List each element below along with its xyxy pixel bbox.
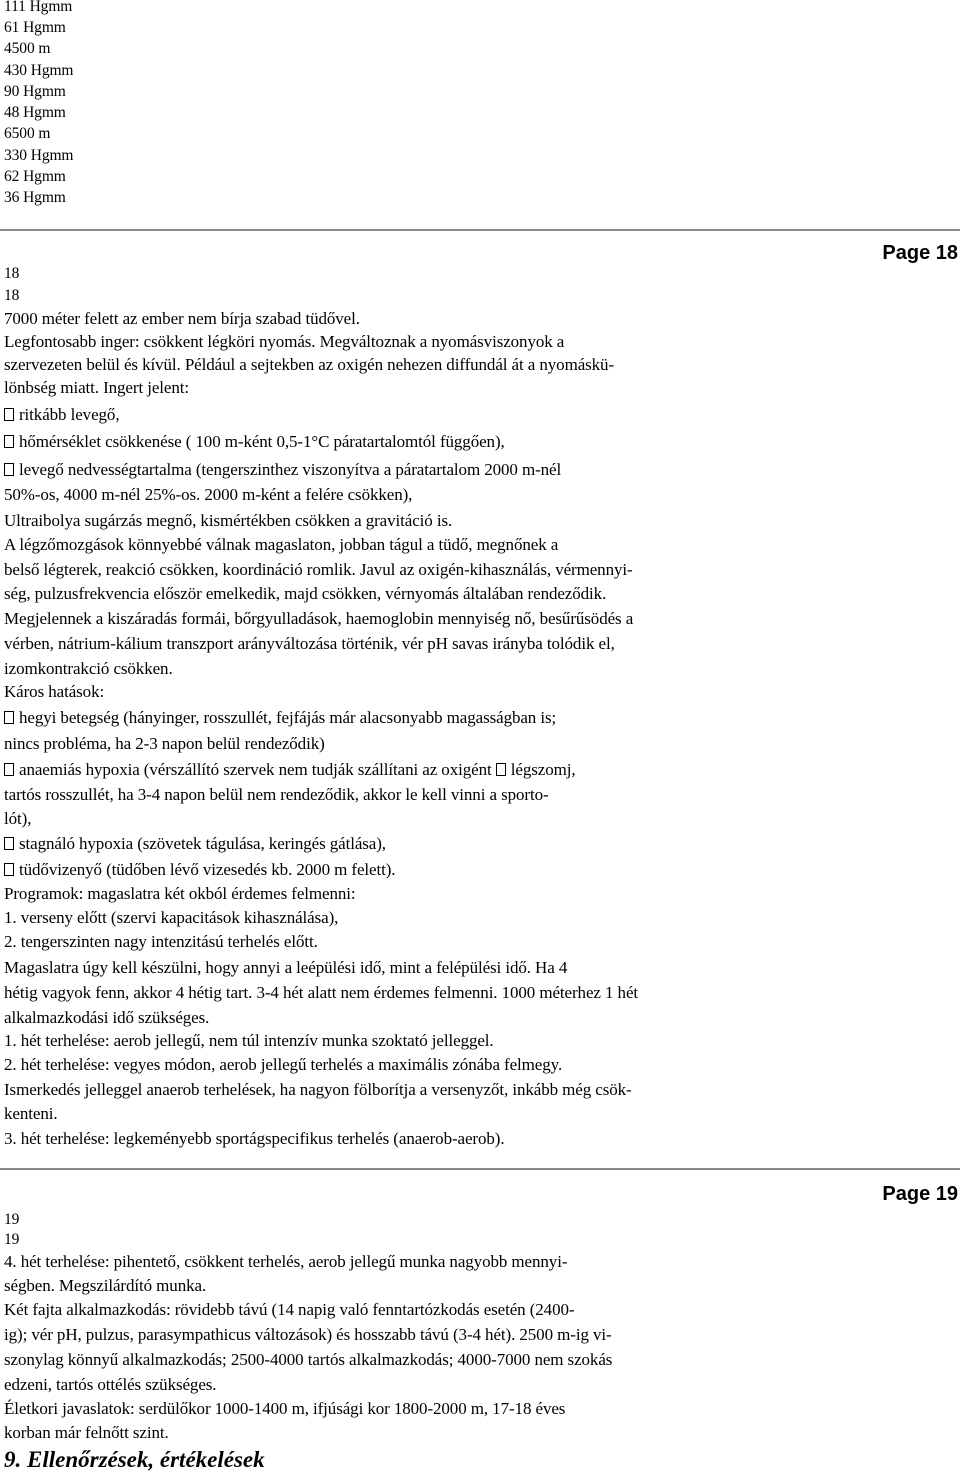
text-line: Két fajta alkalmazkodás: rövidebb távú (14 napig való fenntartózkodás esetén (2400-	[4, 1300, 575, 1319]
bullet-box-icon	[4, 435, 14, 448]
text-line: A légzőmozgások könnyebbé válnak magaslaton, jobban tágul a tüdő, megnőnek a	[4, 535, 559, 554]
list-item	[4, 760, 576, 780]
altitude-item: 36 Hgmm	[4, 189, 66, 206]
bullet-box-icon	[4, 763, 14, 776]
text-line: Életkori javaslatok: serdülőkor 1000-1400 m, ifjúsági kor 1800-2000 m, 17-18 éves	[4, 1399, 566, 1418]
text-line: ség, pulzusfrekvencia először emelkedik, majd csökken, vérnyomás általában rendeződik.	[4, 584, 607, 603]
section-heading: 9. Ellenőrzések, értékelések	[4, 1447, 265, 1472]
page-number: 18	[4, 265, 20, 282]
list-item-text: tüdővizenyő (tüdőben lévő vizesedés kb. 2000 m felett).	[19, 860, 396, 879]
altitude-item: 430 Hgmm	[4, 62, 74, 79]
bullet-box-icon	[4, 837, 14, 850]
text-line: 1. verseny előtt (szervi kapacitások kihasználása),	[4, 908, 339, 927]
altitude-item: 61 Hgmm	[4, 19, 66, 36]
altitude-item: 330 Hgmm	[4, 147, 74, 164]
list-item	[4, 708, 556, 728]
altitude-item: 48 Hgmm	[4, 104, 66, 121]
text-line: szervezeten belül és kívül. Például a sejtekben az oxigén nehezen diffundál át a nyomáskü-	[4, 355, 615, 374]
text-line: Magaslatra úgy kell készülni, hogy annyi a leépülési idő, mint a felépülési idő. Ha 4	[4, 958, 568, 977]
bullet-box-icon	[4, 863, 14, 876]
list-item-text: anaemiás hypoxia (vérszállító szervek nem tudják szállítani az oxigént	[19, 760, 492, 779]
text-line: alkalmazkodási idő szükséges.	[4, 1008, 210, 1027]
text-line: lönbség miatt. Ingert jelent:	[4, 378, 189, 397]
list-item-text: levegő nedvességtartalma (tengerszinthez viszonyítva a páratartalom 2000 m-nél	[19, 460, 562, 479]
text-line: tartós rosszullét, ha 3-4 napon belül nem rendeződik, akkor le kell vinni a sporto-	[4, 785, 549, 804]
text-line: 1. hét terhelése: aerob jellegű, nem túl intenzív munka szoktató jelleggel.	[4, 1031, 494, 1050]
text-line: hétig vagyok fenn, akkor 4 hétig tart. 3-4 hét alatt nem érdemes felmenni. 1000 méterhez 1 hét	[4, 983, 639, 1002]
altitude-item: 111 Hgmm	[4, 0, 73, 15]
text-line: kenteni.	[4, 1104, 58, 1123]
page-label: Page 19	[882, 1183, 958, 1205]
page-label: Page 18	[882, 242, 958, 264]
bullet-box-icon	[496, 763, 506, 776]
text-line: Káros hatások:	[4, 682, 105, 701]
altitude-item: 90 Hgmm	[4, 83, 66, 100]
list-item	[4, 460, 561, 480]
text-line: 3. hét terhelése: legkeményebb sportágspecifikus terhelés (anaerob-aerob).	[4, 1129, 505, 1148]
text-line: Ultraibolya sugárzás megnő, kismértékben csökken a gravitáció is.	[4, 511, 453, 530]
list-item	[4, 432, 505, 452]
altitude-item: 4500 m	[4, 40, 51, 57]
bullet-box-icon	[4, 408, 14, 421]
list-item-text: hegyi betegség (hányinger, rosszullét, fejfájás már alacsonyabb magasságban is;	[19, 708, 557, 727]
text-line: belső légterek, reakció csökken, koordináció romlik. Javul az oxigén-kihasználás, vérmennyi-	[4, 560, 633, 579]
text-line: Ismerkedés jelleggel anaerob terhelések, ha nagyon fölborítja a versenyzőt, inkább még csök-	[4, 1080, 632, 1099]
list-item	[4, 834, 386, 854]
page-divider	[0, 1168, 960, 1170]
text-line: izomkontrakció csökken.	[4, 659, 173, 678]
text-line: Legfontosabb inger: csökkent légköri nyomás. Megváltoznak a nyomásviszonyok a	[4, 332, 565, 351]
text-line: 4. hét terhelése: pihentető, csökkent terhelés, aerob jellegű munka nagyobb mennyi-	[4, 1252, 568, 1271]
text-line: lót),	[4, 809, 32, 828]
text-line: vérben, nátrium-kálium transzport arányváltozása történik, vér pH savas irányba tolódik el,	[4, 634, 615, 653]
text-line: ig); vér pH, pulzus, parasympathicus változások) és hosszabb távú (3-4 hét). 2500 m-ig vi-	[4, 1325, 612, 1344]
text-line: nincs probléma, ha 2-3 napon belül rendeződik)	[4, 734, 325, 753]
page-number: 19	[4, 1231, 20, 1248]
page-divider	[0, 229, 960, 231]
list-item	[4, 405, 119, 425]
page-number: 18	[4, 287, 20, 304]
text-line: Megjelennek a kiszáradás formái, bőrgyulladások, haemoglobin mennyiség nő, besűrűsödés a	[4, 609, 634, 628]
list-item-text: hőmérséklet csökkenése ( 100 m-ként 0,5-1°C páratartalomtól függően),	[19, 432, 505, 451]
text-line: szonylag könnyű alkalmazkodás; 2500-4000 tartós alkalmazkodás; 4000-7000 nem szokás	[4, 1350, 613, 1369]
text-line: korban már felnőtt szint.	[4, 1423, 169, 1442]
text-line: 50%-os, 4000 m-nél 25%-os. 2000 m-ként a felére csökken),	[4, 485, 413, 504]
text-line: ségben. Megszilárdító munka.	[4, 1276, 207, 1295]
list-item-text: ritkább levegő,	[19, 405, 120, 424]
bullet-box-icon	[4, 463, 14, 476]
page-number: 19	[4, 1211, 20, 1228]
altitude-item: 62 Hgmm	[4, 168, 66, 185]
text-line: Programok: magaslatra két okból érdemes felmenni:	[4, 884, 356, 903]
list-item-text: légszomj,	[510, 760, 576, 779]
text-line: 2. hét terhelése: vegyes módon, aerob jellegű terhelés a maximális zónába felmegy.	[4, 1055, 563, 1074]
list-item-text: stagnáló hypoxia (szövetek tágulása, keringés gátlása),	[19, 834, 386, 853]
text-line: edzeni, tartós ottélés szükséges.	[4, 1375, 217, 1394]
text-line: 2. tengerszinten nagy intenzitású terhelés előtt.	[4, 932, 318, 951]
altitude-item: 6500 m	[4, 125, 51, 142]
bullet-box-icon	[4, 711, 14, 724]
list-item	[4, 860, 395, 880]
text-line: 7000 méter felett az ember nem bírja szabad tüdővel.	[4, 309, 360, 328]
